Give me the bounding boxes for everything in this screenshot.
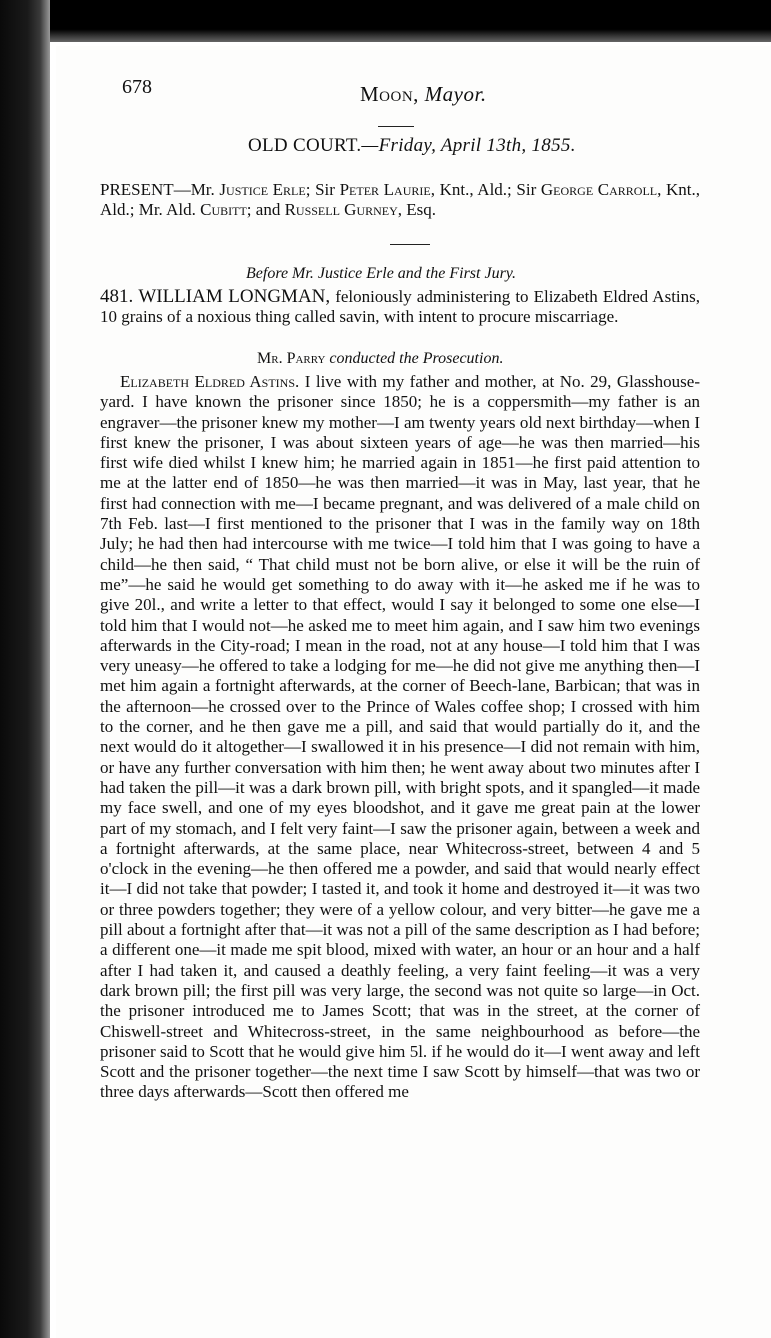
witness-name: Elizabeth Eldred Astins. <box>120 372 300 391</box>
court-heading <box>248 135 576 157</box>
testimony-paragraph <box>100 372 700 1103</box>
judge-name: Justice Erle <box>219 180 306 199</box>
defendant-name: WILLIAM LONGMAN, <box>138 286 331 307</box>
running-head <box>360 82 487 107</box>
running-head-title: Mayor. <box>424 82 487 106</box>
present-label: PRESENT <box>100 180 174 199</box>
present-text: —Mr. <box>173 180 220 199</box>
divider-rule <box>390 244 430 245</box>
jury-heading: Before Mr. Justice Erle and the First Jury. <box>246 265 517 282</box>
testimony-text: I live with my father and mother, at No. 29, Glasshouse-yard. I have known the prisoner since 1850; he is a coppersmith—my father is an engraver—the prisoner knew my mother—I am twenty years old next birthday—when I first knew the prisoner, I was about sixteen years of age—he was then married—his first wife died whilst I knew him; he married again in 1851—he first paid attention to me at the latter end of 1850—he was then married—it was in May, last year, that he first had connection with me—I became pregnant, and was delivered of a male child on 7th Feb. last—I first mentioned to the prisoner that I was in the family way on 18th July; he had then had intercourse with me twice—I told him that I was going to have a child—he then said, “ That child must not be born alive, or else it will be the ruin of me”—he said he would get something to do away with it—he asked me if he was to give 20l., and write a letter to that effect, would I say it belonged to some one else—I told him that I would not—he asked me to meet him again, and I saw him two evenings afterwards in the City-road; I mean in the road, not at any house—I told him that I was very uneasy—he offered to take a lodging for me—he did not give me anything then—I met him again a fortnight afterwards, at the corner of Beech-lane, Barbican; that was in the afternoon—he crossed over to the Prince of Wales coffee shop; I crossed with him to the corner, and he then gave me a pill, and said that would partially do it, and the next would do it altogether—I swallowed it in his presence—I did not remain with him, or have any further conversation with him then; he went away about two minutes after I had taken the pill—it was a dark brown pill, with bright spots, and it spangled—it made my face swell, and one of my eyes bloodshot, and it gave me great pain at the lower part of my stomach, and I felt very faint—I saw the prisoner again, between a week and a fortnight afterwards, at the same place, near Whitecross-street, between 4 and 5 o'clock in the evening—he then offered me a powder, and said that would nearly effect it—I did not take that powder; I tasted it, and took it home and destroyed it—it was two or three powders together; they were of a yellow colour, and very bitter—he gave me a pill about a fortnight after that—it was not a pill of the same description as I had before; a different one—it made me spit blood, mixed with water, an hour or an hour and a half after I had taken it, and caused a deathly feeling, a very faint feeling—it was a very dark brown pill; the first pill was very large, the second was not quite so large—in Oct. the prisoner introduced me to James Scott; that was in the street, at the corner of Chiswell-street and Whitecross-street, in the same neighbourhood as before—the prisoner said to Scott that he would give him 5l. if he would do it—I went away and left Scott and the prisoner together—the next time I saw Scott by himself—that was two or three days afterwards—Scott then offered me <box>100 372 700 1102</box>
alderman-name: Peter Laurie <box>339 180 431 199</box>
page-number: 678 <box>122 76 152 98</box>
case-number: 481. <box>100 286 134 307</box>
present-text: , Knt., Ald.; Sir <box>430 180 541 199</box>
page-top-edge <box>50 0 771 42</box>
alderman-name: George Carroll <box>540 180 658 199</box>
prosecution-text: conducted the Prosecution. <box>325 350 504 367</box>
present-text: ; and <box>246 200 285 220</box>
present-text: , Esq. <box>397 200 437 220</box>
alderman-name: Cubitt <box>200 200 247 220</box>
case-paragraph <box>100 287 700 328</box>
court-name: OLD COURT. <box>248 135 362 156</box>
counsel-name: Mr. Parry <box>257 350 326 367</box>
charge-text: feloniously administering to Elizabeth Eldred Astins, 10 grains of a noxious thing called savin, with intent to procure miscarriage. <box>100 287 700 327</box>
court-date: —Friday, April 13th, 1855. <box>361 135 576 156</box>
running-head-name: Moon, <box>360 82 419 106</box>
present-text: ; Sir <box>305 180 340 199</box>
prosecution-line <box>257 350 503 368</box>
recorder-name: Russell Gurney <box>284 200 398 220</box>
book-binding <box>0 0 50 1338</box>
divider-rule <box>378 126 414 127</box>
present-paragraph <box>100 180 700 221</box>
present-text: , Knt., Ald.; Mr. Ald. <box>100 180 701 220</box>
